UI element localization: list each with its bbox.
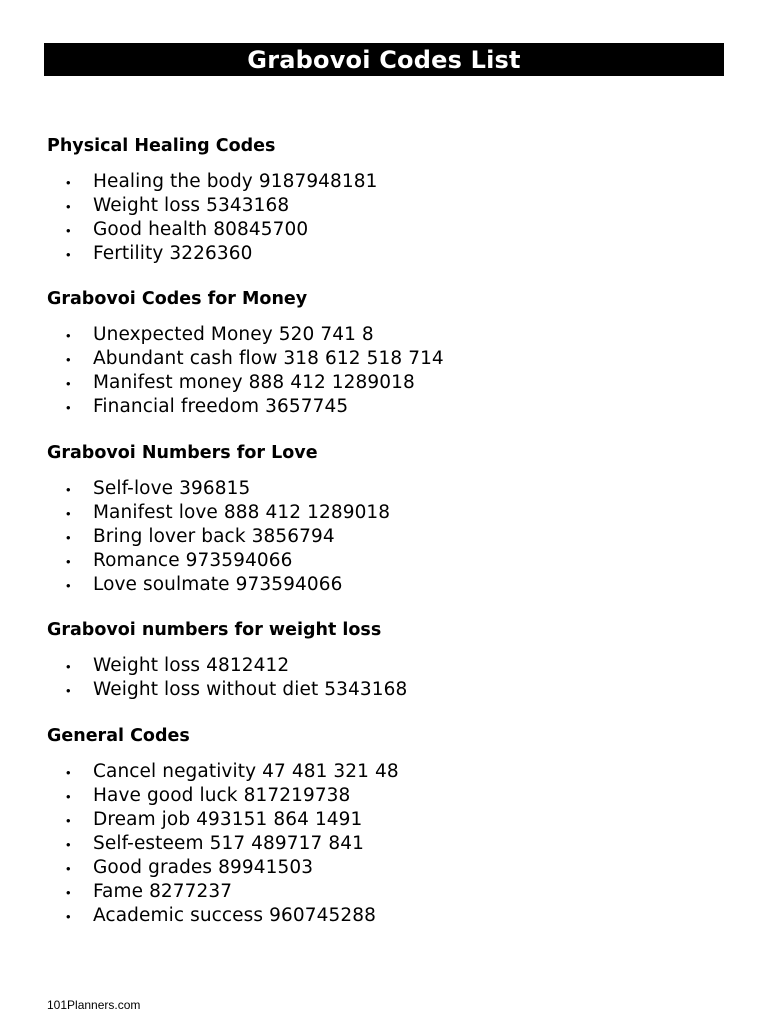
bullet-icon: • [66, 789, 71, 804]
bullet-icon: • [66, 530, 71, 545]
bullet-icon: • [66, 376, 71, 391]
list-item-text: Manifest money 888 412 1289018 [93, 372, 415, 393]
list-item-text: Love soulmate 973594066 [93, 574, 343, 595]
list-item-text: Good health 80845700 [93, 219, 309, 240]
list-item-text: Weight loss 5343168 [93, 195, 290, 216]
list-item-text: Have good luck 817219738 [93, 785, 351, 806]
section-heading: Grabovoi numbers for weight loss [47, 620, 382, 640]
bullet-icon: • [66, 885, 71, 900]
bullet-icon: • [66, 482, 71, 497]
bullet-icon: • [66, 861, 71, 876]
section-heading: Grabovoi Numbers for Love [47, 443, 318, 463]
bullet-icon: • [66, 683, 71, 698]
bullet-icon: • [66, 578, 71, 593]
bullet-icon: • [66, 223, 71, 238]
bullet-icon: • [66, 175, 71, 190]
list-item-text: Fame 8277237 [93, 881, 233, 902]
list-item-text: Manifest love 888 412 1289018 [93, 502, 391, 523]
bullet-icon: • [66, 837, 71, 852]
section-heading: General Codes [47, 726, 190, 746]
section-heading: Physical Healing Codes [47, 136, 276, 156]
bullet-icon: • [66, 909, 71, 924]
page-title: Grabovoi Codes List [44, 43, 724, 76]
section-heading: Grabovoi Codes for Money [47, 289, 308, 309]
list-item-text: Academic success 960745288 [93, 905, 376, 926]
list-item-text: Financial freedom 3657745 [93, 396, 349, 417]
list-item-text: Weight loss without diet 5343168 [93, 679, 408, 700]
bullet-icon: • [66, 813, 71, 828]
list-item-text: Self-esteem 517 489717 841 [93, 833, 364, 854]
list-item-text: Fertility 3226360 [93, 243, 253, 264]
list-item-text: Romance 973594066 [93, 550, 293, 571]
bullet-icon: • [66, 506, 71, 521]
list-item-text: Self-love 396815 [93, 478, 251, 499]
list-item-text: Good grades 89941503 [93, 857, 314, 878]
bullet-icon: • [66, 247, 71, 262]
list-item-text: Healing the body 9187948181 [93, 171, 378, 192]
bullet-icon: • [66, 554, 71, 569]
list-item-text: Weight loss 4812412 [93, 655, 290, 676]
list-item-text: Abundant cash flow 318 612 518 714 [93, 348, 444, 369]
bullet-icon: • [66, 199, 71, 214]
bullet-icon: • [66, 659, 71, 674]
list-item-text: Dream job 493151 864 1491 [93, 809, 363, 830]
footer-source: 101Planners.com [47, 998, 141, 1012]
bullet-icon: • [66, 328, 71, 343]
bullet-icon: • [66, 765, 71, 780]
list-item-text: Cancel negativity 47 481 321 48 [93, 761, 399, 782]
list-item-text: Bring lover back 3856794 [93, 526, 335, 547]
bullet-icon: • [66, 352, 71, 367]
list-item-text: Unexpected Money 520 741 8 [93, 324, 374, 345]
bullet-icon: • [66, 400, 71, 415]
